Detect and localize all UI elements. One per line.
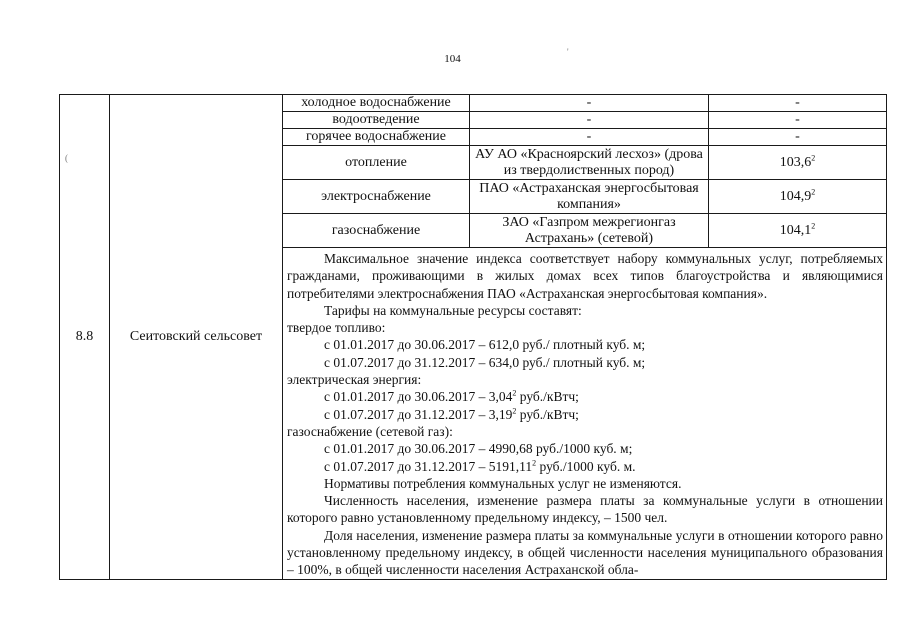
footnote-mark: 2 (512, 406, 517, 416)
tariff-unit: руб./кВтч; (516, 389, 579, 405)
solid-fuel-title: твердое топливо: (287, 320, 386, 336)
service-name: электроснабжение (283, 180, 470, 214)
intro-paragraph: Максимальное значение индекса соответствует набору коммунальных услуг, потребляемых гражданами, проживающими в жилых домах всех типов благоустройства и являющимися потребителями электроснабжения ПАО «Астраханская энергосбытовая компания». (287, 251, 883, 301)
service-index (709, 180, 887, 214)
population-paragraph: Численность населения, изменение размера платы за коммунальные услуги в отношении которого равно установленному предельному индексу, – 1500 чел. (287, 493, 883, 526)
service-index: - (709, 112, 887, 129)
solid-fuel-line-1: с 01.01.2017 до 30.06.2017 – 612,0 руб./ плотный куб. м; (324, 337, 646, 353)
service-name: отопление (283, 146, 470, 180)
service-name: водоотведение (283, 112, 470, 129)
tariff-unit: руб./1000 куб. м. (536, 458, 636, 474)
footnote-mark: 2 (811, 186, 816, 196)
electricity-line-2 (287, 406, 883, 423)
municipality-name: Сеитовский сельсовет (110, 95, 283, 580)
description-cell (283, 248, 887, 580)
service-provider: ПАО «Астраханская энергосбытовая компания» (470, 180, 709, 214)
service-name: холодное водоснабжение (283, 95, 470, 112)
gas-line-1: с 01.01.2017 до 30.06.2017 – 4990,68 руб./1000 куб. м; (324, 441, 633, 457)
row-number: 8.8 (60, 95, 110, 580)
solid-fuel-line-2: с 01.07.2017 до 31.12.2017 – 634,0 руб./ плотный куб. м; (324, 354, 646, 370)
tariffs-intro: Тарифы на коммунальные ресурсы составят: (324, 302, 582, 318)
scan-artifact: ( (65, 153, 68, 163)
tariff-text: с 01.07.2017 до 31.12.2017 – 3,19 (324, 406, 513, 422)
service-name: газоснабжение (283, 214, 470, 248)
page-number: 104 (444, 53, 461, 65)
index-value: 104,9 (779, 188, 812, 204)
norms-paragraph: Нормативы потребления коммунальных услуг не изменяются. (324, 475, 682, 491)
gas-title: газоснабжение (сетевой газ): (287, 423, 453, 439)
table-row (60, 95, 887, 112)
share-paragraph: Доля населения, изменение размера платы за коммунальные услуги в отношении которого равно установленному предельному индексу, в общей численности населения муниципального образования – 100%, в общей численности населения Астраханской обла- (287, 527, 883, 578)
service-provider: АУ АО «Красноярский лесхоз» (дрова из твердолиственных пород) (470, 146, 709, 180)
service-index: - (709, 129, 887, 146)
index-value: 103,6 (779, 154, 812, 170)
electricity-line-1 (287, 388, 883, 405)
service-index (709, 146, 887, 180)
service-index: - (709, 95, 887, 112)
service-provider: - (470, 95, 709, 112)
service-provider: - (470, 129, 709, 146)
index-value: 104,1 (779, 222, 812, 238)
service-provider: ЗАО «Газпром межрегионгаз Астрахань» (сетевой) (470, 214, 709, 248)
footnote-mark: 2 (512, 388, 517, 398)
tariff-text: с 01.07.2017 до 31.12.2017 – 5191,11 (324, 458, 533, 474)
electricity-title: электрическая энергия: (287, 372, 422, 388)
footnote-mark: 2 (811, 220, 816, 230)
scan-artifact: ' (567, 47, 569, 57)
service-index (709, 214, 887, 248)
utilities-table (59, 94, 887, 580)
gas-line-2 (287, 458, 883, 475)
service-provider: - (470, 112, 709, 129)
footnote-mark: 2 (811, 152, 816, 162)
tariff-text: с 01.01.2017 до 30.06.2017 – 3,04 (324, 389, 513, 405)
tariff-unit: руб./кВтч; (516, 406, 579, 422)
service-name: горячее водоснабжение (283, 129, 470, 146)
footnote-mark: 2 (532, 458, 537, 468)
